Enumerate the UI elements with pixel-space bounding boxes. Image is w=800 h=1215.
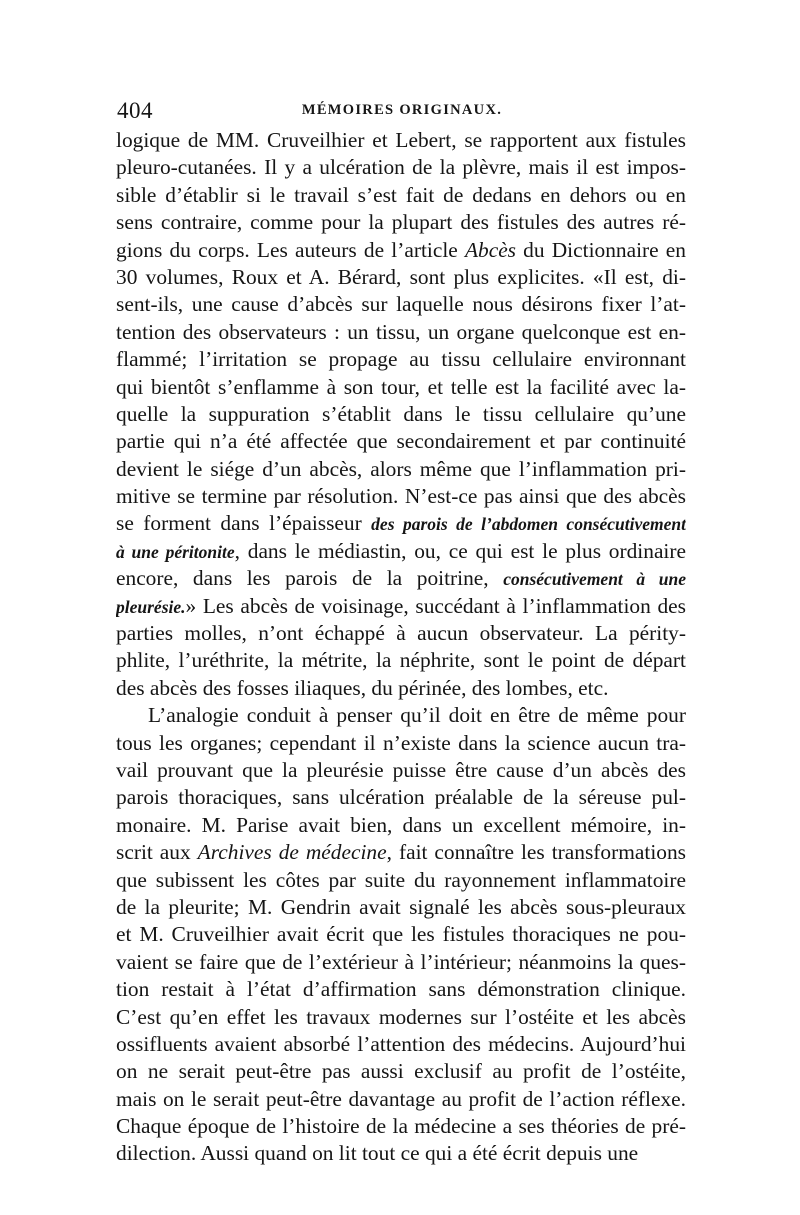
italic-text: pleurésie. <box>116 596 186 617</box>
text-segment: sible d’établir si le travail s’est fait de dedans en dehors ou en <box>116 182 686 207</box>
text-line <box>116 757 686 784</box>
text-segment: phlite, l’uréthrite, la métrite, la néphrite, sont le point de départ <box>116 648 686 673</box>
text-segment: se forment dans l’épaisseur <box>116 511 372 536</box>
text-line <box>116 647 686 674</box>
text-line <box>116 401 686 428</box>
italic-text: Archives de médecine <box>197 840 387 865</box>
text-line <box>116 346 686 373</box>
text-line <box>116 784 686 811</box>
text-line <box>116 675 686 702</box>
text-line <box>116 237 686 264</box>
text-line <box>116 976 686 1003</box>
text-segment: du Dictionnaire en <box>516 237 686 262</box>
text-line <box>116 620 686 647</box>
text-segment: on ne serait peut-être pas aussi exclusif au profit de l’ostéite, <box>116 1059 686 1084</box>
page-number: 404 <box>117 98 153 123</box>
text-line <box>116 1140 686 1167</box>
text-line <box>116 839 686 866</box>
text-segment: devient le siége d’un abcès, alors même que l’inflammation pri- <box>116 456 686 481</box>
text-segment: 30 volumes, Roux et A. Bérard, sont plus explicites. «Il est, di- <box>116 264 686 289</box>
text-segment: tous les organes; cependant il n’existe dans la science aucun tra- <box>116 730 686 755</box>
text-line <box>116 538 686 565</box>
text-line <box>116 593 686 620</box>
running-head: MÉMOIRES ORIGINAUX. <box>301 102 503 118</box>
text-segment: ossifluents avaient absorbé l’attention des médecins. Aujourd’hui <box>116 1031 686 1056</box>
text-segment: que subissent les côtes par suite du rayonnement inflammatoire <box>116 867 686 892</box>
text-segment: gions du corps. Les auteurs de l’article <box>116 237 465 262</box>
text-segment: vaient se faire que de l’extérieur à l’intérieur; néanmoins la ques- <box>116 949 686 974</box>
text-segment: scrit aux <box>116 840 198 865</box>
text-line <box>116 291 686 318</box>
text-segment: Chaque époque de l’histoire de la médecine a ses théories de pré- <box>116 1114 686 1139</box>
text-line <box>116 182 686 209</box>
text-segment: qui bientôt s’enflamme à son tour, et telle est la facilité avec la- <box>116 374 686 399</box>
text-line <box>116 867 686 894</box>
italic-text: Abcès <box>464 237 517 262</box>
text-segment: partie qui n’a été affectée que secondairement et par continuité <box>116 429 686 454</box>
body-text <box>116 127 686 1168</box>
text-line <box>116 510 686 537</box>
text-segment: tion restait à l’état d’affirmation sans démonstration clinique. <box>116 977 686 1002</box>
text-segment: mais on le serait peut-être davantage au profit de l’action réflexe. <box>116 1086 686 1111</box>
text-line <box>116 209 686 236</box>
text-line <box>116 127 686 154</box>
italic-text: à une péritonite <box>116 541 235 562</box>
text-segment: encore, dans les parois de la poitrine, <box>116 566 504 591</box>
text-line <box>116 428 686 455</box>
text-segment: flammé; l’irritation se propage au tissu cellulaire environnant <box>116 347 686 372</box>
text-segment: monaire. M. Parise avait bien, dans un excellent mémoire, in- <box>116 812 686 837</box>
text-segment: L’analogie conduit à penser qu’il doit en être de même pour <box>148 703 686 728</box>
text-line <box>116 319 686 346</box>
text-segment: parties molles, n’ont échappé à aucun observateur. La périty- <box>116 621 686 646</box>
text-segment: dilection. Aussi quand on lit tout ce qui a été écrit depuis une <box>116 1141 639 1166</box>
text-line <box>116 1086 686 1113</box>
text-segment: et M. Cruveilhier avait écrit que les fistules thoraciques ne pou- <box>116 922 686 947</box>
text-segment: , fait connaître les transformations <box>386 840 686 865</box>
text-segment: des abcès des fosses iliaques, du périnée, des lombes, etc. <box>116 675 609 700</box>
text-segment: parois thoraciques, sans ulcération préalable de la séreuse pul- <box>116 785 686 810</box>
text-segment: tention des observateurs : un tissu, un organe quelconque est en- <box>116 319 686 344</box>
text-line <box>116 1031 686 1058</box>
text-segment: vail prouvant que la pleurésie puisse être cause d’un abcès des <box>116 757 686 782</box>
text-segment: pleuro-cutanées. Il y a ulcération de la plèvre, mais il est impos- <box>116 155 686 180</box>
text-line <box>116 456 686 483</box>
text-segment: logique de MM. Cruveilhier et Lebert, se rapportent aux fistules <box>116 128 686 152</box>
text-segment: » Les abcès de voisinage, succédant à l’inflammation des <box>185 593 686 618</box>
text-line <box>116 702 686 729</box>
text-line <box>116 154 686 181</box>
text-line <box>116 894 686 921</box>
text-line <box>116 483 686 510</box>
text-segment: de la pleurite; M. Gendrin avait signalé les abcès sous-pleuraux <box>116 894 686 919</box>
text-segment: , dans le médiastin, ou, ce qui est le plus ordinaire <box>234 538 686 563</box>
text-segment: sent-ils, une cause d’abcès sur laquelle nous désirons fixer l’at- <box>116 292 686 317</box>
text-segment: C’est qu’en effet les travaux modernes sur l’ostéite et les abcès <box>116 1004 686 1029</box>
text-line <box>116 949 686 976</box>
text-line <box>116 565 686 592</box>
text-line <box>116 374 686 401</box>
text-line <box>116 1113 686 1140</box>
text-line <box>116 812 686 839</box>
text-line <box>116 264 686 291</box>
italic-text: des parois de l’abdomen consécutivement <box>371 514 686 535</box>
text-segment: quelle la suppuration s’établit dans le tissu cellulaire qu’une <box>116 401 686 426</box>
text-line <box>116 1004 686 1031</box>
italic-text: consécutivement à une <box>503 569 686 590</box>
text-line <box>116 921 686 948</box>
page-header <box>117 98 687 128</box>
text-segment: sens contraire, comme pour la plupart des fistules des autres ré- <box>116 210 686 235</box>
text-segment: mitive se termine par résolution. N’est-ce pas ainsi que des abcès <box>116 484 686 509</box>
text-line <box>116 730 686 757</box>
text-line <box>116 1058 686 1085</box>
